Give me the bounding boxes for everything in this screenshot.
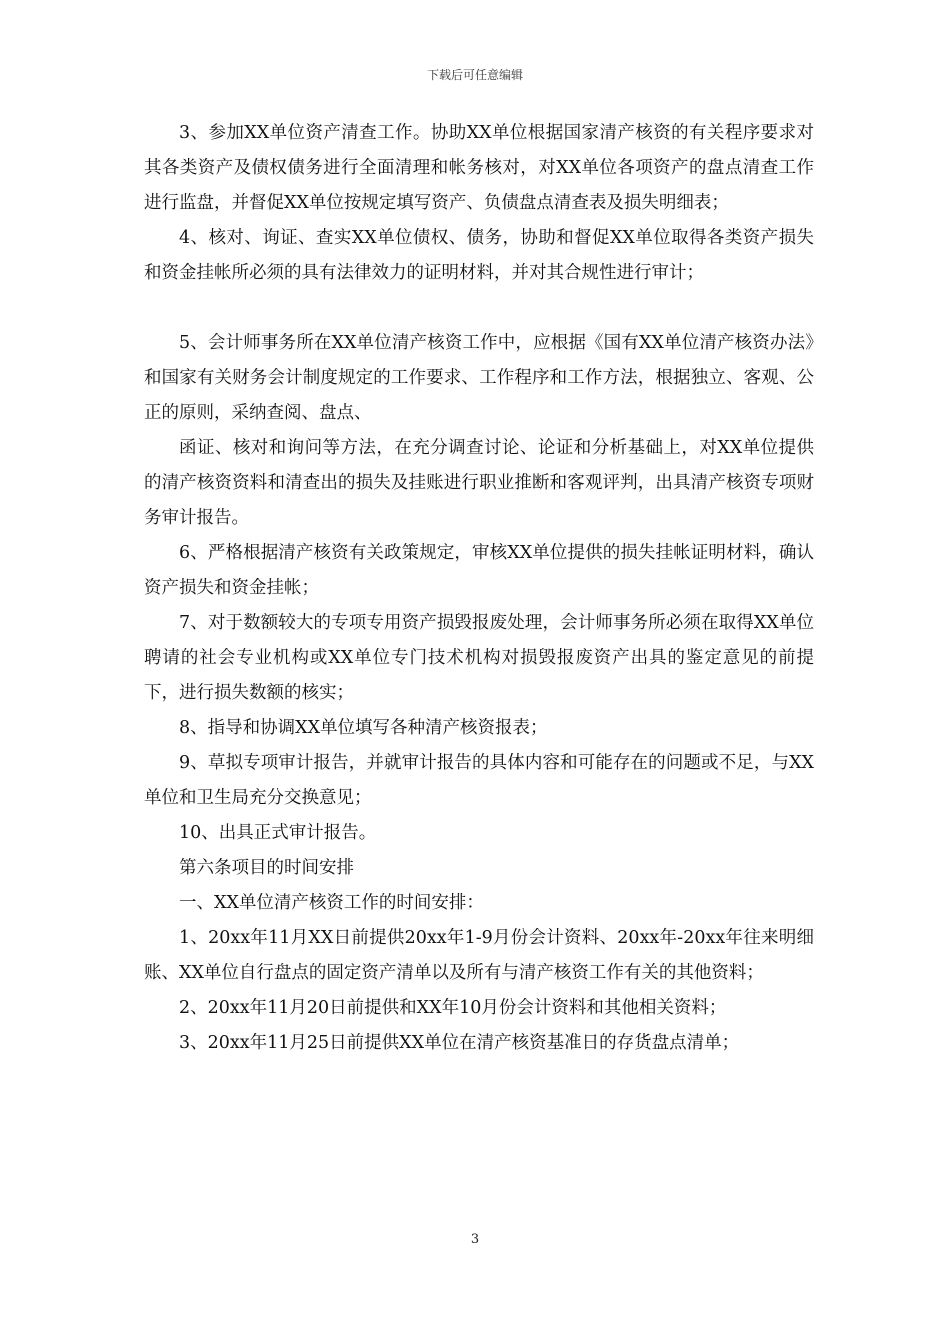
page-header-note: 下载后可任意编辑 [426,68,523,82]
paragraph-item-4: 4、核对、询证、查实XX单位债权、债务，协助和督促XX单位取得各类资产损失和资金挂帐所必须的具有法律效力的证明材料，并对其合规性进行审计； [144,228,814,283]
schedule-item-3: 3、20xx年11月25日前提供XX单位在清产核资基准日的存货盘点清单； [179,1033,740,1053]
paragraph-item-5: 5、会计师事务所在XX单位清产核资工作中，应根据《国有XX单位清产核资办法》和国家有关财务会计制度规定的工作要求、工作程序和工作方法，根据独立、客观、公正的原则，采纳查阅、盘点、 [144,333,814,423]
document-body [144,116,814,1061]
schedule-item-1: 1、20xx年11月XX日前提供20xx年1-9月份会计资料、20xx年-20xx年往来明细账、XX单位自行盘点的固定资产清单以及所有与清产核资工作有关的其他资料； [144,928,814,983]
paragraph-item-10: 10、出具正式审计报告。 [179,823,377,843]
paragraph-item-3: 3、参加XX单位资产清查工作。协助XX单位根据国家清产核资的有关程序要求对其各类资产及债权债务进行全面清理和帐务核对，对XX单位各项资产的盘点清查工作进行监盘，并督促XX单位按规定填写资产、负债盘点清查表及损失明细表； [144,123,814,213]
subsection-heading-schedule: 一、XX单位清产核资工作的时间安排： [179,893,484,913]
paragraph-item-9: 9、草拟专项审计报告，并就审计报告的具体内容和可能存在的问题或不足，与XX单位和卫生局充分交换意见； [144,753,814,808]
section-heading-article-6: 第六条项目的时间安排 [179,858,354,878]
paragraph-item-8: 8、指导和协调XX单位填写各种清产核资报表； [179,718,548,738]
paragraph-item-5-continued: 函证、核对和询问等方法，在充分调查讨论、论证和分析基础上，对XX单位提供的清产核资资料和清查出的损失及挂账进行职业推断和客观评判，出具清产核资专项财务审计报告。 [144,438,814,528]
paragraph-item-6: 6、严格根据清产核资有关政策规定，审核XX单位提供的损失挂帐证明材料，确认资产损失和资金挂帐； [144,543,814,598]
schedule-item-2: 2、20xx年11月20日前提供和XX年10月份会计资料和其他相关资料； [179,998,727,1018]
paragraph-item-7: 7、对于数额较大的专项专用资产损毁报废处理，会计师事务所必须在取得XX单位聘请的社会专业机构或XX单位专门技术机构对损毁报废资产出具的鉴定意见的前提下，进行损失数额的核实； [144,613,814,703]
page-number: 3 [470,1232,480,1247]
